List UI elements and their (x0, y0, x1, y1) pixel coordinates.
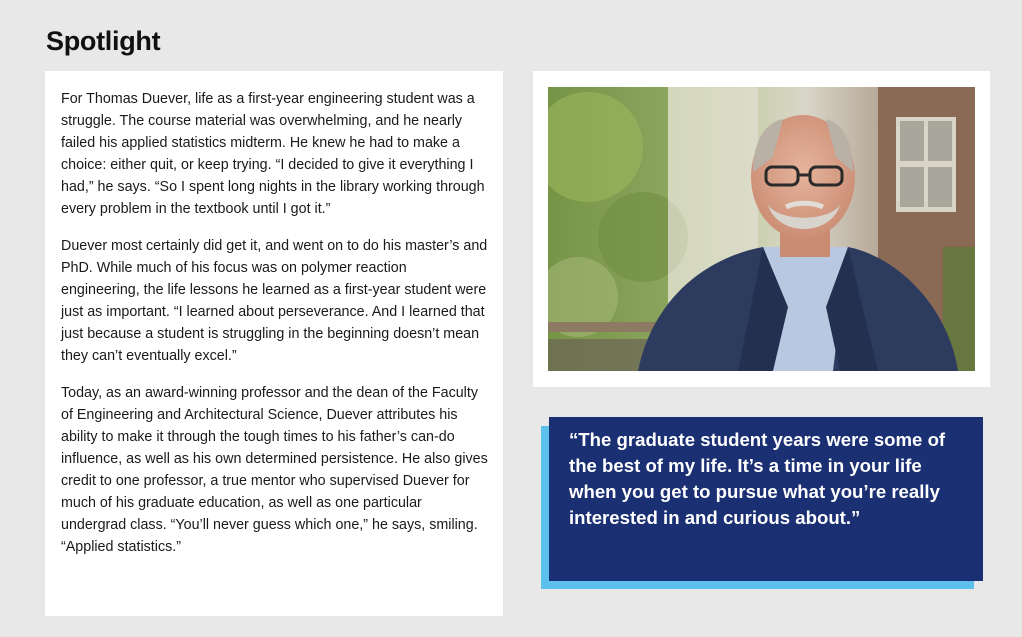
article-paragraph-3: Today, as an award-winning professor and the dean of the Faculty of Engineering and Architectural Science, Duever attributes his ability to make it through the tough times to his father’s can-do influence, as well as his own determined persistence. He also gives credit to one professor, a true mentor who supervised Duever for much of his graduate education, as well as one particular undergrad class. “You’ll never guess which one,” he says, smiling. “Applied statistics.” (61, 385, 488, 555)
pull-quote (549, 417, 983, 581)
portrait-photo (548, 87, 975, 371)
article-card (45, 71, 503, 616)
article-paragraph-1: For Thomas Duever, life as a first-year engineering student was a struggle. The course material was overwhelming, and he nearly failed his applied statistics midterm. He knew he had to make a choice: either quit, or keep trying. “I decided to give it everything I had,” he says. “So I spent long nights in the library working through every problem in the textbook until I got it.” (61, 91, 485, 217)
pull-quote-text: “The graduate student years were some of the best of my life. It’s a time in your life when you get to pursue what you’re really interested in and curious about.” (569, 429, 946, 528)
portrait-photo-frame (533, 71, 990, 387)
page-title: Spotlight (46, 26, 161, 57)
article-paragraph-2: Duever most certainly did get it, and went on to do his master’s and PhD. While much of his focus was on polymer reaction engineering, the life lessons he learned as a first-year student were just as important. “I learned about perseverance. And I learned that just because a student is struggling in the beginning doesn’t mean they can’t eventually excel.” (61, 238, 488, 364)
